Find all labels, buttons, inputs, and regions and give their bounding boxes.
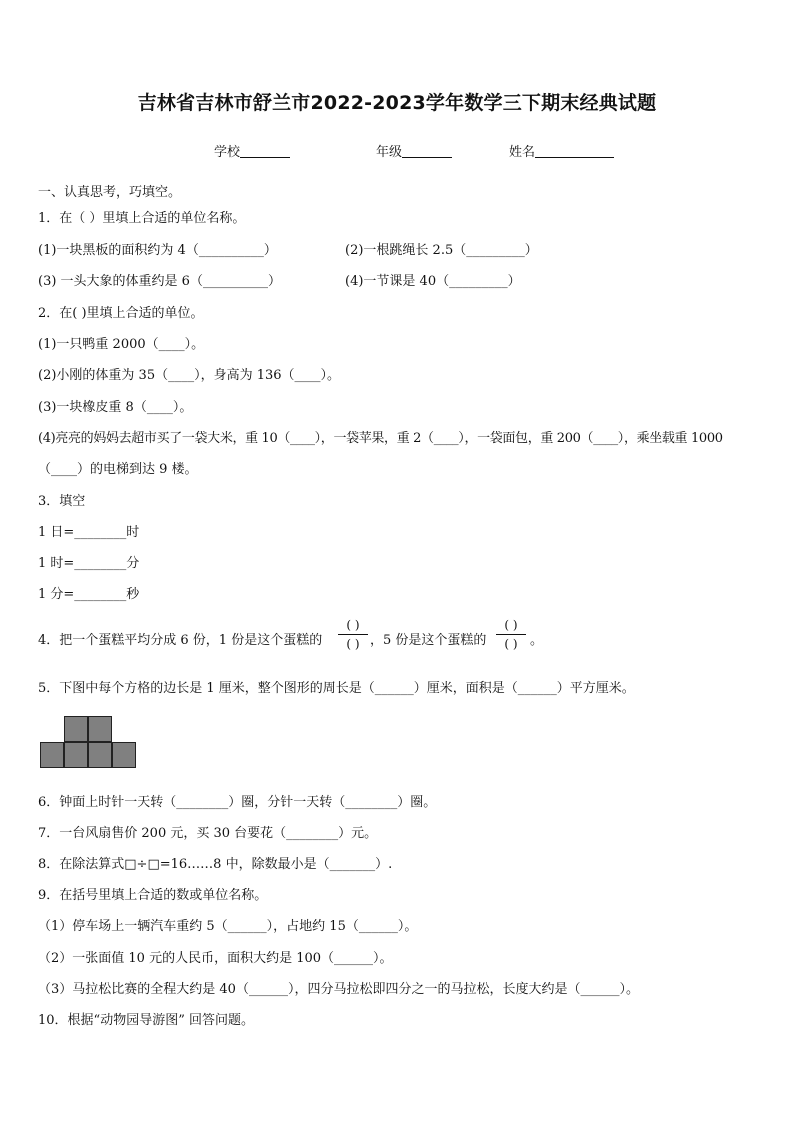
q9-stem: 9．在括号里填上合适的数或单位名称。 [38,888,268,903]
grade-label: 年级 [376,145,403,160]
grid-cell [64,716,88,742]
q4-part2: ，5 份是这个蛋糕的 [370,633,487,648]
fraction-numerator: ( ) [504,618,518,632]
q4-fraction-1 [338,618,368,651]
fraction-denominator: ( ) [346,637,360,651]
q9-c: （3）马拉松比赛的全程大约是 40（______），四分马拉松即四分之一的马拉松，长度大约是（______）。 [38,982,639,997]
grade-blank[interactable] [402,143,452,158]
fraction-denominator: ( ) [504,637,518,651]
q4-part1: 4．把一个蛋糕平均分成 6 份，1 份是这个蛋糕的 [38,633,323,648]
q1-stem: 1．在（ ）里填上合适的单位名称。 [38,211,246,226]
fraction-numerator: ( ) [346,618,360,632]
q1-a: (1)一块黑板的面积约为 4（__________） [38,243,277,258]
q1-c: (3) 一头大象的体重约是 6（__________） [38,274,281,289]
q7-text: 7．一台风扇售价 200 元，买 30 台要花（________）元。 [38,826,378,841]
q3-c: 1 分=________秒 [38,587,140,602]
grid-cell [64,742,88,768]
q4-part3: 。 [530,633,544,648]
fraction-bar [338,634,368,635]
name-blank[interactable] [535,143,614,158]
q2-stem: 2．在( )里填上合适的单位。 [38,306,204,321]
grade-field[interactable] [376,141,452,160]
q1-b: (2)一根跳绳长 2.5（_________） [345,243,538,258]
q3-a: 1 日=________时 [38,525,140,540]
grid-cell [112,742,136,768]
q1-d: (4)一节课是 40（_________） [345,274,521,289]
name-label: 姓名 [509,145,536,160]
q2-a: (1)一只鸭重 2000（____）。 [38,337,205,352]
q2-b: (2)小刚的体重为 35（____），身高为 136（____）。 [38,368,341,383]
q3-stem: 3．填空 [38,494,86,509]
q10-text: 10．根据“动物园导游图” 回答问题。 [38,1013,254,1028]
section-heading: 一、认真思考，巧填空。 [38,185,182,200]
school-field[interactable] [214,141,290,160]
grid-cell [88,742,112,768]
school-label: 学校 [214,145,241,160]
school-blank[interactable] [240,143,290,158]
q5-text: 5．下图中每个方格的边长是 1 厘米，整个图形的周长是（______）厘米，面积是（______）平方厘米。 [38,681,635,696]
q9-b: （2）一张面值 10 元的人民币，面积大约是 100（______）。 [38,951,393,966]
grid-cell [40,742,64,768]
grid-cell [88,716,112,742]
q2-c: (3)一块橡皮重 8（____）。 [38,400,193,415]
q2-d-line1: (4)亮亮的妈妈去超市买了一袋大米，重 10（____），一袋苹果，重 2（____），一袋面包，重 200（____），乘坐载重 1000 [38,431,723,446]
page-title: 吉林省吉林市舒兰市2022-2023学年数学三下期末经典试题 [137,92,657,114]
q2-d-line2: （____）的电梯到达 9 楼。 [38,462,198,477]
q4-fraction-2 [496,618,526,651]
q6-text: 6．钟面上时针一天转（________）圈，分针一天转（________）圈。 [38,795,437,810]
q8-text: 8．在除法算式□÷□=16……8 中，除数最小是（_______）. [38,857,393,872]
name-field[interactable] [509,141,614,160]
q9-a: （1）停车场上一辆汽车重约 5（______），占地约 15（______）。 [38,919,418,934]
fraction-bar [496,634,526,635]
q3-b: 1 时=________分 [38,556,140,571]
